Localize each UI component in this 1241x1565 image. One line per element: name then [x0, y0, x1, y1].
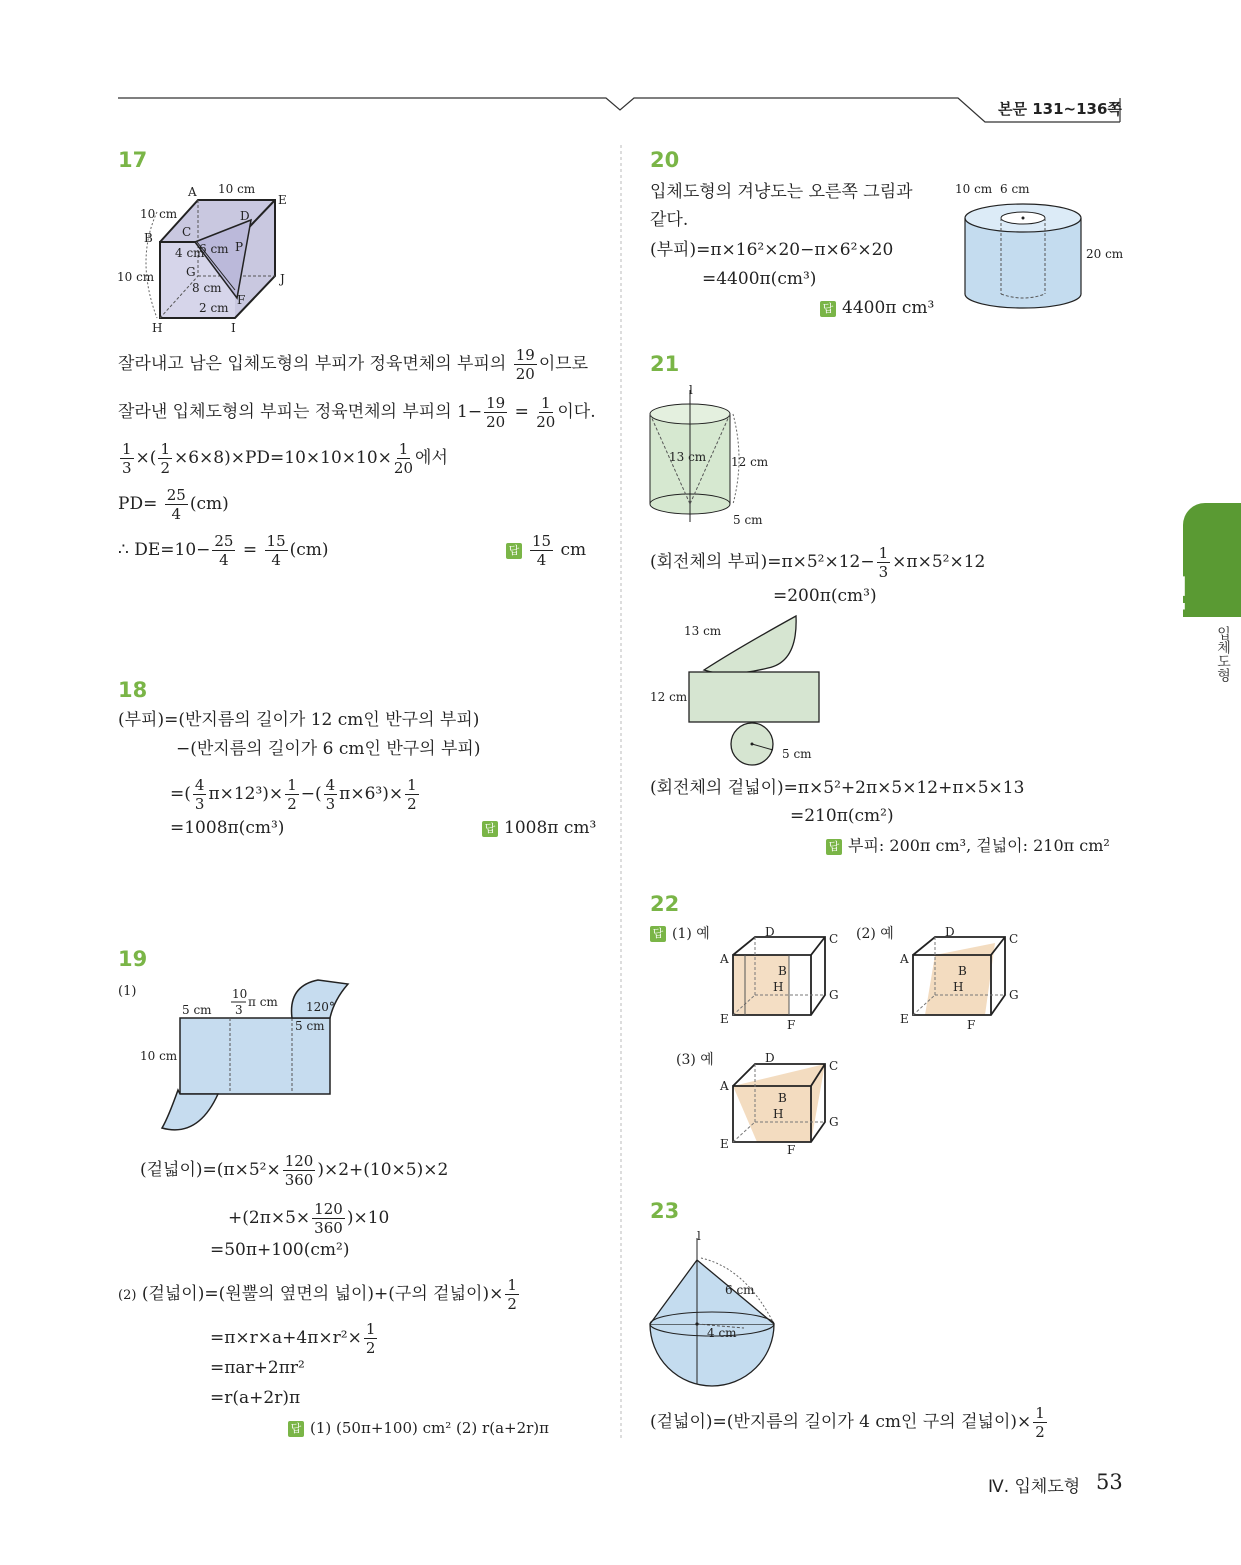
p17-line-5: ∴ DE=10− $\frac{25}{4}$ = $\frac{15}{4}$ (cm) — [118, 532, 329, 569]
p18-line-3: =( $\frac{4}{3}$ π×12³)× $\frac{1}{2}$ −( $\frac{4}{3}$ π×6³)× $\frac{1}{2}$ — [170, 776, 417, 813]
svg-text:5 cm: 5 cm — [782, 747, 812, 761]
svg-text:B: B — [144, 231, 153, 245]
p17-line-4: PD= $\frac{25}{4}$ (cm) — [118, 486, 229, 523]
problem-19-number: 19 — [118, 947, 148, 971]
p20-line-1: 입체도형의 겨냥도는 오른쪽 그림과 — [650, 182, 913, 202]
p20-line-2: 같다. — [650, 210, 689, 230]
p20-line-4: =4400π(cm³) — [702, 269, 817, 289]
p22-sub3: (3) 예 — [676, 1052, 714, 1068]
svg-text:C: C — [829, 1059, 839, 1073]
svg-text:13 cm: 13 cm — [669, 450, 707, 464]
p19-line-6: =πar+2πr² — [210, 1358, 305, 1378]
p19-sub1: (1) — [118, 984, 137, 999]
problem-22-number: 22 — [650, 892, 680, 916]
footer-page-number: 53 — [1096, 1470, 1123, 1494]
p22-sub1: 답 (1) 예 — [650, 922, 710, 946]
problem-21-figure-1 — [645, 382, 785, 532]
svg-text:P: P — [235, 240, 244, 254]
svg-text:H: H — [152, 321, 163, 335]
problem-17-number: 17 — [118, 148, 148, 172]
svg-text:H: H — [773, 980, 784, 994]
p17-line-3: $\frac{1}{3}$ ×( $\frac{1}{2}$ ×6×8)×PD=10×10×10× $\frac{1}{20}$ 에서 — [122, 440, 448, 477]
svg-text:H: H — [953, 980, 964, 994]
p23-line-1: (겉넓이)=(반지름의 길이가 4 cm인 구의 겉넓이)× $\frac{1}{2}$ — [650, 1404, 1045, 1441]
p20-line-3: (부피)=π×16²×20−π×6²×20 — [650, 240, 894, 260]
svg-text:4 cm: 4 cm — [707, 1326, 737, 1340]
svg-text:B: B — [958, 964, 967, 978]
svg-text:G: G — [829, 988, 839, 1002]
svg-text:D: D — [765, 1051, 775, 1065]
svg-text:A: A — [188, 185, 197, 199]
footer-chapter: Ⅳ. 입체도형 — [988, 1477, 1081, 1497]
svg-text:10 cm: 10 cm — [140, 207, 178, 221]
chapter-tab-roman: Ⅳ — [1155, 575, 1190, 610]
p18-line-2: −(반지름의 길이가 6 cm인 반구의 부피) — [176, 739, 481, 759]
svg-text:G: G — [1009, 988, 1019, 1002]
problem-22-cube-1 — [715, 925, 855, 1035]
svg-text:I: I — [231, 321, 236, 335]
p20-answer: 답 4400π cm³ — [820, 296, 934, 320]
svg-text:4 cm: 4 cm — [175, 246, 205, 260]
svg-text:C: C — [182, 225, 192, 239]
svg-text:C: C — [829, 932, 839, 946]
p19-line-4: (2) (겉넓이)=(원뿔의 옆면의 넓이)+(구의 겉넓이)× $\frac{1}{2}$ — [118, 1276, 517, 1313]
svg-text:12 cm: 12 cm — [731, 455, 769, 469]
svg-text:A: A — [900, 952, 909, 966]
svg-text:J: J — [280, 272, 285, 286]
svg-text:D: D — [240, 209, 250, 223]
header-page-ref: 본문 131~136쪽 — [998, 100, 1122, 118]
svg-text:H: H — [773, 1107, 784, 1121]
svg-text:5 cm: 5 cm — [182, 1003, 212, 1017]
svg-text:F: F — [237, 293, 246, 307]
svg-text:E: E — [720, 1137, 729, 1151]
svg-text:l: l — [689, 383, 693, 397]
svg-text:B: B — [778, 964, 787, 978]
svg-text:E: E — [720, 1012, 729, 1026]
svg-text:G: G — [186, 265, 196, 279]
problem-19-figure — [138, 978, 358, 1138]
svg-text:F: F — [787, 1018, 796, 1032]
p18-line-1: (부피)=(반지름의 길이가 12 cm인 반구의 부피) — [118, 710, 480, 730]
p21-line-1: (회전체의 부피)=π×5²×12− $\frac{1}{3}$ ×π×5²×12 — [650, 544, 986, 581]
problem-21-figure-2 — [648, 612, 828, 764]
p19-line-3: =50π+100(cm²) — [210, 1240, 350, 1260]
svg-text:5 cm: 5 cm — [295, 1019, 325, 1033]
svg-text:A: A — [720, 1079, 729, 1093]
svg-text:π cm: π cm — [248, 995, 278, 1009]
svg-text:B: B — [778, 1091, 787, 1105]
problem-18-number: 18 — [118, 678, 148, 702]
p19-line-2: +(2π×5× $\frac{120}{360}$ )×10 — [228, 1200, 390, 1237]
p22-sub2: (2) 예 — [856, 926, 894, 942]
svg-text:6 cm: 6 cm — [725, 1283, 755, 1297]
p18-line-4: =1008π(cm³) — [170, 818, 285, 838]
p21-line-4: =210π(cm²) — [790, 806, 894, 826]
svg-text:10 cm: 10 cm — [218, 182, 256, 196]
svg-text:C: C — [1009, 932, 1019, 946]
svg-text:6 cm: 6 cm — [1000, 182, 1030, 196]
problem-20-figure — [950, 178, 1130, 308]
svg-text:10 cm: 10 cm — [955, 182, 993, 196]
chapter-tab-label: 입체도형 — [1215, 626, 1231, 682]
svg-text:10 cm: 10 cm — [117, 270, 155, 284]
p21-line-3: (회전체의 겉넓이)=π×5²+2π×5×12+π×5×13 — [650, 778, 1025, 798]
problem-17-figure — [115, 180, 295, 340]
svg-text:10: 10 — [232, 987, 248, 1001]
svg-text:6 cm: 6 cm — [199, 242, 229, 256]
svg-text:10 cm: 10 cm — [140, 1049, 178, 1063]
svg-text:120°: 120° — [306, 1000, 335, 1014]
problem-22-cube-3 — [715, 1050, 855, 1160]
p17-answer: 답 $\frac{15}{4}$ cm — [506, 532, 586, 569]
svg-text:3: 3 — [235, 1003, 243, 1017]
svg-text:G: G — [829, 1115, 839, 1129]
p21-line-2: =200π(cm³) — [773, 586, 877, 606]
svg-text:D: D — [945, 925, 955, 939]
p19-line-7: =r(a+2r)π — [210, 1388, 301, 1408]
svg-text:12 cm: 12 cm — [650, 690, 688, 704]
problem-21-number: 21 — [650, 352, 680, 376]
svg-text:20 cm: 20 cm — [1086, 247, 1124, 261]
p17-line-2: 잘라낸 입체도형의 부피는 정육면체의 부피의 1− $\frac{19}{20}$ = $\frac{1}{20}$ 이다. — [118, 394, 596, 431]
problem-23-figure — [645, 1228, 805, 1388]
svg-text:2 cm: 2 cm — [199, 301, 229, 315]
svg-text:l: l — [697, 1229, 701, 1243]
svg-text:8 cm: 8 cm — [192, 281, 222, 295]
p18-answer: 답 1008π cm³ — [482, 816, 596, 840]
p19-answer: 답 (1) (50π+100) cm² (2) r(a+2r)π — [288, 1416, 549, 1440]
p19-line-1: (겉넓이)=(π×5²× $\frac{120}{360}$ )×2+(10×5)×2 — [140, 1152, 449, 1189]
p21-answer: 답 부피: 200π cm³, 겉넓이: 210π cm² — [826, 834, 1110, 858]
svg-text:A: A — [720, 952, 729, 966]
svg-text:13 cm: 13 cm — [684, 624, 722, 638]
problem-22-cube-2 — [895, 925, 1035, 1035]
column-divider — [619, 145, 623, 1440]
svg-text:5 cm: 5 cm — [733, 513, 763, 527]
svg-text:E: E — [278, 193, 287, 207]
svg-text:E: E — [900, 1012, 909, 1026]
svg-text:D: D — [765, 925, 775, 939]
problem-20-number: 20 — [650, 148, 680, 172]
svg-text:F: F — [787, 1143, 796, 1157]
p19-line-5: =π×r×a+4π×r²× $\frac{1}{2}$ — [210, 1320, 376, 1357]
problem-23-number: 23 — [650, 1199, 680, 1223]
svg-text:F: F — [967, 1018, 976, 1032]
chapter-tab — [1183, 503, 1241, 617]
p17-line-1: 잘라내고 남은 입체도형의 부피가 정육면체의 부피의 $\frac{19}{20}$ 이므로 — [118, 346, 589, 383]
